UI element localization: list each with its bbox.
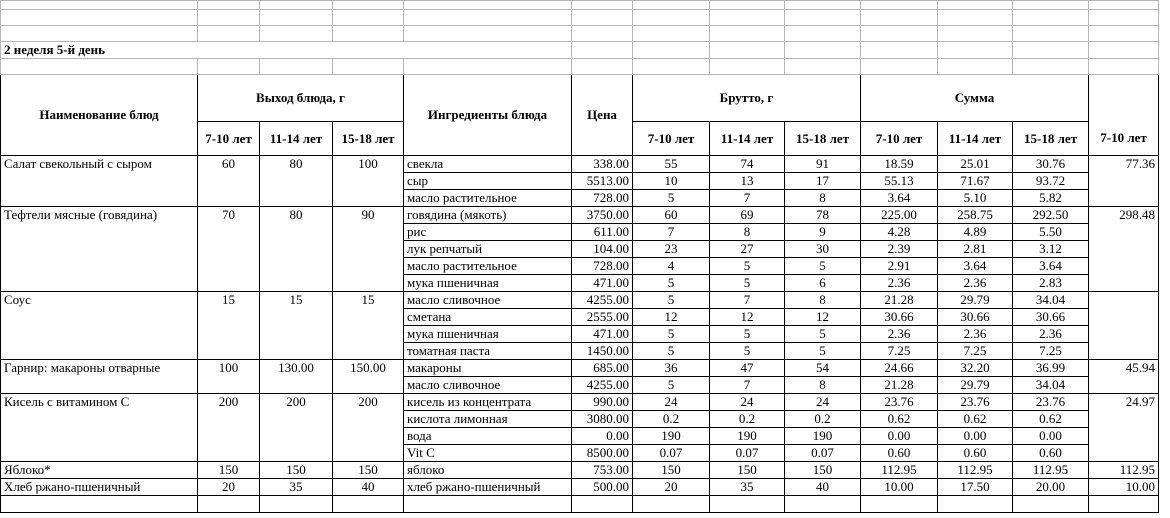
output-7-10-cell [198,241,260,258]
table-row [1,411,1159,428]
output-11-14-cell: 15 [260,292,333,309]
total-7-10-cell: 45.94 [1089,360,1159,377]
sum-7-10-cell: 0.62 [861,411,938,428]
output-15-18-cell: 150 [333,462,404,479]
brutto-7-10-cell: 4 [633,258,710,275]
price-cell: 728.00 [572,258,633,275]
sum-7-10-cell: 0.00 [861,428,938,445]
output-15-18-cell [333,275,404,292]
brutto-7-10-cell: 5 [633,190,710,207]
sum-15-18-cell: 34.04 [1013,377,1089,394]
brutto-11-14-cell: 5 [710,326,785,343]
output-15-18-cell [333,445,404,462]
output-15-18-cell: 150.00 [333,360,404,377]
price-cell: 471.00 [572,326,633,343]
sum-11-14-cell: 2.36 [938,275,1013,292]
ingredient-cell: вода [404,428,572,445]
header-brutto: Брутто, г [633,75,861,122]
total-7-10-cell [1089,292,1159,309]
table-row [1,207,1159,224]
dish-name-cell [1,377,198,394]
sum-15-18-cell: 112.95 [1013,462,1089,479]
output-11-14-cell [260,190,333,207]
sum-15-18-cell: 30.76 [1013,156,1089,173]
output-15-18-cell: 15 [333,292,404,309]
output-11-14-cell [260,173,333,190]
sum-15-18-cell: 3.12 [1013,241,1089,258]
total-7-10-cell: 112.95 [1089,462,1159,479]
ingredient-cell: томатная паста [404,343,572,360]
brutto-7-10-cell: 0.07 [633,445,710,462]
dish-name-cell [1,343,198,360]
price-cell: 5513.00 [572,173,633,190]
brutto-15-18-cell: 30 [785,241,861,258]
sum-11-14-cell: 71.67 [938,173,1013,190]
ingredient-cell: Vit C [404,445,572,462]
output-15-18-cell [333,428,404,445]
output-15-18-cell [333,411,404,428]
sum-7-10-cell: 225.00 [861,207,938,224]
output-15-18-cell: 100 [333,156,404,173]
dish-name-cell [1,258,198,275]
sum-15-18-cell: 34.04 [1013,292,1089,309]
brutto-7-10-cell: 5 [633,326,710,343]
sum-7-10-cell: 30.66 [861,309,938,326]
sum-11-14-cell: 7.25 [938,343,1013,360]
header-output-age-2: 11-14 лет [260,122,333,156]
table-row [1,241,1159,258]
output-11-14-cell [260,309,333,326]
table-row [1,360,1159,377]
sum-7-10-cell: 24.66 [861,360,938,377]
header-sum-age-3: 15-18 лет [1013,122,1089,156]
brutto-11-14-cell: 47 [710,360,785,377]
output-11-14-cell [260,326,333,343]
price-cell: 685.00 [572,360,633,377]
output-7-10-cell: 150 [198,462,260,479]
price-cell: 4255.00 [572,292,633,309]
table-row [1,479,1159,496]
sum-11-14-cell: 4.89 [938,224,1013,241]
ingredient-cell: рис [404,224,572,241]
brutto-11-14-cell: 24 [710,394,785,411]
output-15-18-cell: 200 [333,394,404,411]
brutto-7-10-cell: 10 [633,173,710,190]
ingredient-cell: кисель из концентрата [404,394,572,411]
sum-7-10-cell: 0.60 [861,445,938,462]
sum-15-18-cell: 30.66 [1013,309,1089,326]
output-11-14-cell [260,343,333,360]
dish-name-cell [1,190,198,207]
brutto-11-14-cell: 7 [710,190,785,207]
total-7-10-cell [1089,224,1159,241]
total-7-10-cell [1089,445,1159,462]
sum-11-14-cell: 5.10 [938,190,1013,207]
total-7-10-cell [1089,309,1159,326]
output-15-18-cell: 40 [333,479,404,496]
brutto-15-18-cell: 5 [785,343,861,360]
header-sum: Сумма [861,75,1089,122]
brutto-7-10-cell: 5 [633,377,710,394]
price-cell: 8500.00 [572,445,633,462]
dish-name-cell: Гарнир: макароны отварные [1,360,198,377]
total-7-10-cell [1089,275,1159,292]
brutto-11-14-cell: 74 [710,156,785,173]
output-11-14-cell [260,224,333,241]
brutto-11-14-cell: 5 [710,343,785,360]
sum-15-18-cell: 23.76 [1013,394,1089,411]
price-cell: 500.00 [572,479,633,496]
output-15-18-cell [333,173,404,190]
table-row [1,445,1159,462]
dish-name-cell: Кисель с витамином С [1,394,198,411]
dish-name-cell [1,275,198,292]
ingredient-cell: яблоко [404,462,572,479]
table-row [1,462,1159,479]
sum-11-14-cell: 0.62 [938,411,1013,428]
table-row [1,258,1159,275]
dish-name-cell [1,411,198,428]
sum-15-18-cell: 0.00 [1013,428,1089,445]
total-7-10-cell: 298.48 [1089,207,1159,224]
sum-11-14-cell: 258.75 [938,207,1013,224]
table-row [1,377,1159,394]
output-11-14-cell: 35 [260,479,333,496]
header-extra-age: 7-10 лет [1089,122,1159,156]
brutto-11-14-cell: 0.07 [710,445,785,462]
output-11-14-cell [260,428,333,445]
output-7-10-cell: 20 [198,479,260,496]
sum-7-10-cell: 7.25 [861,343,938,360]
price-cell: 611.00 [572,224,633,241]
price-cell: 3750.00 [572,207,633,224]
brutto-7-10-cell: 190 [633,428,710,445]
total-7-10-cell: 10.00 [1089,479,1159,496]
output-15-18-cell [333,258,404,275]
table-row [1,394,1159,411]
brutto-15-18-cell: 40 [785,479,861,496]
price-cell: 3080.00 [572,411,633,428]
sum-7-10-cell: 2.91 [861,258,938,275]
brutto-11-14-cell: 13 [710,173,785,190]
price-cell: 753.00 [572,462,633,479]
header-brutto-age-1: 7-10 лет [633,122,710,156]
table-row [1,190,1159,207]
dish-name-cell [1,445,198,462]
sum-7-10-cell: 10.00 [861,479,938,496]
dish-name-cell [1,326,198,343]
sum-11-14-cell: 0.60 [938,445,1013,462]
brutto-11-14-cell: 0.2 [710,411,785,428]
output-11-14-cell: 80 [260,207,333,224]
price-cell: 1450.00 [572,343,633,360]
brutto-7-10-cell: 20 [633,479,710,496]
sum-7-10-cell: 3.64 [861,190,938,207]
brutto-7-10-cell: 7 [633,224,710,241]
sum-7-10-cell: 112.95 [861,462,938,479]
sum-11-14-cell: 3.64 [938,258,1013,275]
sum-11-14-cell: 0.00 [938,428,1013,445]
output-15-18-cell [333,343,404,360]
table-row [1,156,1159,173]
brutto-15-18-cell: 5 [785,258,861,275]
brutto-7-10-cell: 5 [633,343,710,360]
header-brutto-age-3: 15-18 лет [785,122,861,156]
sum-15-18-cell: 0.62 [1013,411,1089,428]
output-11-14-cell [260,377,333,394]
output-7-10-cell [198,275,260,292]
brutto-7-10-cell: 36 [633,360,710,377]
header-price: Цена [572,75,633,156]
table-row [1,275,1159,292]
dish-name-cell: Яблоко* [1,462,198,479]
sum-15-18-cell: 3.64 [1013,258,1089,275]
output-11-14-cell [260,411,333,428]
ingredient-cell: свекла [404,156,572,173]
output-11-14-cell: 80 [260,156,333,173]
brutto-7-10-cell: 5 [633,292,710,309]
brutto-11-14-cell: 8 [710,224,785,241]
price-cell: 471.00 [572,275,633,292]
brutto-11-14-cell: 5 [710,275,785,292]
ingredient-cell: масло сливочное [404,292,572,309]
ingredient-cell: сыр [404,173,572,190]
output-11-14-cell [260,445,333,462]
output-15-18-cell [333,326,404,343]
sum-7-10-cell: 21.28 [861,377,938,394]
sum-15-18-cell: 0.60 [1013,445,1089,462]
output-7-10-cell [198,190,260,207]
total-7-10-cell [1089,377,1159,394]
price-cell: 338.00 [572,156,633,173]
price-cell: 728.00 [572,190,633,207]
sum-7-10-cell: 21.28 [861,292,938,309]
brutto-7-10-cell: 60 [633,207,710,224]
ingredient-cell: макароны [404,360,572,377]
total-7-10-cell [1089,190,1159,207]
sum-15-18-cell: 5.50 [1013,224,1089,241]
brutto-15-18-cell: 24 [785,394,861,411]
total-7-10-cell: 24.97 [1089,394,1159,411]
table-row [1,309,1159,326]
total-7-10-cell [1089,173,1159,190]
brutto-11-14-cell: 190 [710,428,785,445]
brutto-15-18-cell: 6 [785,275,861,292]
output-15-18-cell [333,377,404,394]
table-row [1,343,1159,360]
total-7-10-cell [1089,258,1159,275]
output-11-14-cell [260,241,333,258]
total-7-10-cell [1089,343,1159,360]
sum-11-14-cell: 23.76 [938,394,1013,411]
sum-15-18-cell: 36.99 [1013,360,1089,377]
sum-7-10-cell: 55.13 [861,173,938,190]
table-row [1,428,1159,445]
sum-11-14-cell: 2.81 [938,241,1013,258]
menu-title: 2 неделя 5-й день [1,42,572,59]
header-ingredients: Ингредиенты блюда [404,75,572,156]
sum-11-14-cell: 30.66 [938,309,1013,326]
brutto-15-18-cell: 12 [785,309,861,326]
sum-15-18-cell: 292.50 [1013,207,1089,224]
sum-11-14-cell: 29.79 [938,377,1013,394]
brutto-11-14-cell: 150 [710,462,785,479]
price-cell: 2555.00 [572,309,633,326]
ingredient-cell: сметана [404,309,572,326]
output-15-18-cell [333,309,404,326]
output-15-18-cell [333,241,404,258]
brutto-15-18-cell: 17 [785,173,861,190]
sum-15-18-cell: 93.72 [1013,173,1089,190]
ingredient-cell: масло растительное [404,190,572,207]
output-15-18-cell: 90 [333,207,404,224]
brutto-11-14-cell: 12 [710,309,785,326]
output-7-10-cell [198,343,260,360]
brutto-7-10-cell: 150 [633,462,710,479]
brutto-15-18-cell: 8 [785,377,861,394]
ingredient-cell: хлеб ржано-пшеничный [404,479,572,496]
sum-15-18-cell: 7.25 [1013,343,1089,360]
dish-name-cell [1,173,198,190]
dish-name-cell: Соус [1,292,198,309]
sum-11-14-cell: 2.36 [938,326,1013,343]
sum-11-14-cell: 32.20 [938,360,1013,377]
price-cell: 4255.00 [572,377,633,394]
header-output-age-3: 15-18 лет [333,122,404,156]
dish-name-cell [1,428,198,445]
output-11-14-cell: 130.00 [260,360,333,377]
sum-15-18-cell: 2.36 [1013,326,1089,343]
output-7-10-cell [198,411,260,428]
output-7-10-cell [198,326,260,343]
dish-name-cell [1,241,198,258]
sum-7-10-cell: 18.59 [861,156,938,173]
brutto-15-18-cell: 0.2 [785,411,861,428]
total-7-10-cell: 77.36 [1089,156,1159,173]
sum-15-18-cell: 2.83 [1013,275,1089,292]
price-cell: 0.00 [572,428,633,445]
sum-15-18-cell: 20.00 [1013,479,1089,496]
dish-name-cell: Хлеб ржано-пшеничный [1,479,198,496]
brutto-11-14-cell: 35 [710,479,785,496]
brutto-15-18-cell: 5 [785,326,861,343]
total-7-10-cell [1089,411,1159,428]
sum-7-10-cell: 2.39 [861,241,938,258]
table-row [1,224,1159,241]
sum-11-14-cell: 17.50 [938,479,1013,496]
brutto-15-18-cell: 0.07 [785,445,861,462]
ingredient-cell: масло сливочное [404,377,572,394]
header-sum-age-2: 11-14 лет [938,122,1013,156]
output-11-14-cell: 200 [260,394,333,411]
table-row [1,292,1159,309]
output-7-10-cell [198,173,260,190]
brutto-15-18-cell: 8 [785,190,861,207]
sum-11-14-cell: 29.79 [938,292,1013,309]
output-7-10-cell: 70 [198,207,260,224]
brutto-15-18-cell: 8 [785,292,861,309]
sum-7-10-cell: 2.36 [861,275,938,292]
brutto-7-10-cell: 55 [633,156,710,173]
price-cell: 990.00 [572,394,633,411]
ingredient-cell: говядина (мякоть) [404,207,572,224]
table-row [1,326,1159,343]
sum-7-10-cell: 4.28 [861,224,938,241]
output-11-14-cell [260,258,333,275]
dish-name-cell [1,224,198,241]
output-7-10-cell [198,445,260,462]
ingredient-cell: масло растительное [404,258,572,275]
brutto-7-10-cell: 5 [633,275,710,292]
header-output-age-1: 7-10 лет [198,122,260,156]
brutto-15-18-cell: 190 [785,428,861,445]
brutto-7-10-cell: 0.2 [633,411,710,428]
ingredient-cell: мука пшеничная [404,275,572,292]
sum-11-14-cell: 25.01 [938,156,1013,173]
brutto-11-14-cell: 69 [710,207,785,224]
dish-name-cell: Салат свекольный с сыром [1,156,198,173]
brutto-11-14-cell: 5 [710,258,785,275]
output-15-18-cell [333,224,404,241]
ingredient-cell: лук репчатый [404,241,572,258]
ingredient-cell: мука пшеничная [404,326,572,343]
sum-11-14-cell: 112.95 [938,462,1013,479]
output-7-10-cell [198,377,260,394]
brutto-7-10-cell: 24 [633,394,710,411]
table-row [1,173,1159,190]
total-7-10-cell [1089,428,1159,445]
output-7-10-cell: 100 [198,360,260,377]
output-7-10-cell [198,428,260,445]
header-brutto-age-2: 11-14 лет [710,122,785,156]
output-7-10-cell: 200 [198,394,260,411]
total-7-10-cell [1089,326,1159,343]
sum-15-18-cell: 5.82 [1013,190,1089,207]
header-sum-age-1: 7-10 лет [861,122,938,156]
output-15-18-cell [333,190,404,207]
brutto-11-14-cell: 7 [710,292,785,309]
brutto-15-18-cell: 9 [785,224,861,241]
brutto-11-14-cell: 27 [710,241,785,258]
output-7-10-cell [198,258,260,275]
output-7-10-cell [198,224,260,241]
sum-7-10-cell: 2.36 [861,326,938,343]
dish-name-cell [1,309,198,326]
output-7-10-cell: 60 [198,156,260,173]
ingredient-cell: кислота лимонная [404,411,572,428]
brutto-15-18-cell: 150 [785,462,861,479]
header-output: Выход блюда, г [198,75,404,122]
total-7-10-cell [1089,241,1159,258]
output-7-10-cell: 15 [198,292,260,309]
brutto-15-18-cell: 91 [785,156,861,173]
brutto-11-14-cell: 7 [710,377,785,394]
output-11-14-cell [260,275,333,292]
output-7-10-cell [198,309,260,326]
price-cell: 104.00 [572,241,633,258]
brutto-15-18-cell: 78 [785,207,861,224]
brutto-15-18-cell: 54 [785,360,861,377]
brutto-7-10-cell: 12 [633,309,710,326]
dish-name-cell: Тефтели мясные (говядина) [1,207,198,224]
brutto-7-10-cell: 23 [633,241,710,258]
sum-7-10-cell: 23.76 [861,394,938,411]
header-dish-name: Наименование блюд [1,75,198,156]
output-11-14-cell: 150 [260,462,333,479]
